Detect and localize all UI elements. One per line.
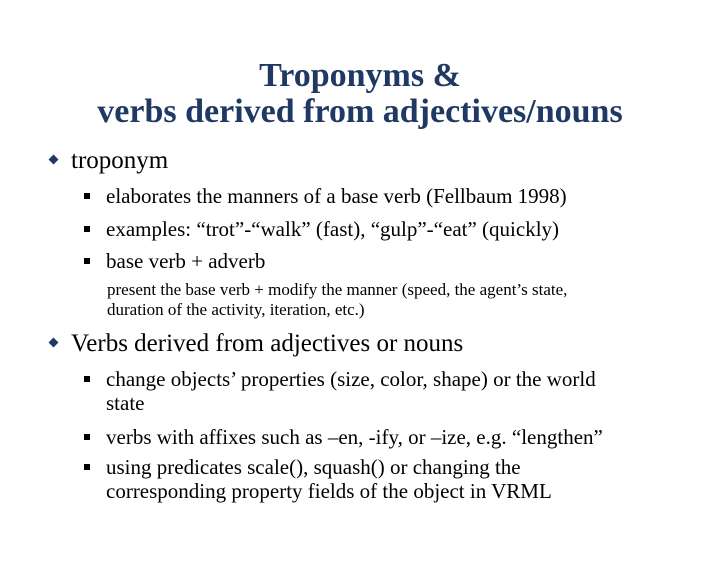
sub-bullet-predicates [84,455,552,503]
title-line-2: verbs derived from adjectives/nouns [97,93,623,130]
slide-title [0,58,720,130]
square-bullet-icon [84,193,90,199]
bullet-troponym-text: troponym [71,147,169,174]
bullet-verbs-derived [50,330,463,358]
diamond-bullet-icon [49,155,59,165]
square-bullet-icon [84,464,90,470]
troponym-note [107,280,567,320]
note-line-2: duration of the activity, iteration, etc.) [107,300,365,319]
bullet-verbs-derived-text: Verbs derived from adjectives or nouns [71,330,464,357]
sub-bullet-text [106,455,552,503]
square-bullet-icon [84,226,90,232]
sub-bullet-elaborates [84,184,567,208]
sub-bullet-change-properties [84,367,596,415]
sub-bullet-text [106,367,596,415]
square-bullet-icon [84,434,90,440]
sub-bullet-base-verb [84,249,265,273]
sub-bullet-line-2: state [106,391,145,415]
sub-bullet-examples [84,217,559,241]
sub-bullet-text: base verb + adverb [106,249,266,273]
sub-bullet-line-2: corresponding property fields of the object in VRML [106,479,552,503]
bullet-troponym [50,147,168,175]
sub-bullet-text: verbs with affixes such as –en, -ify, or –ize, e.g. “lengthen” [106,425,603,449]
note-line-1: present the base verb + modify the manner (speed, the agent’s state, [107,280,568,299]
sub-bullet-affixes [84,425,603,449]
square-bullet-icon [84,258,90,264]
sub-bullet-line-1: change objects’ properties (size, color, shape) or the world [106,367,596,391]
sub-bullet-line-1: using predicates scale(), squash() or changing the [106,455,521,479]
sub-bullet-text: examples: “trot”-“walk” (fast), “gulp”-“eat” (quickly) [106,217,560,241]
title-line-1: Troponyms & [259,57,461,94]
sub-bullet-text: elaborates the manners of a base verb (Fellbaum 1998) [106,184,567,208]
diamond-bullet-icon [49,338,59,348]
square-bullet-icon [84,376,90,382]
